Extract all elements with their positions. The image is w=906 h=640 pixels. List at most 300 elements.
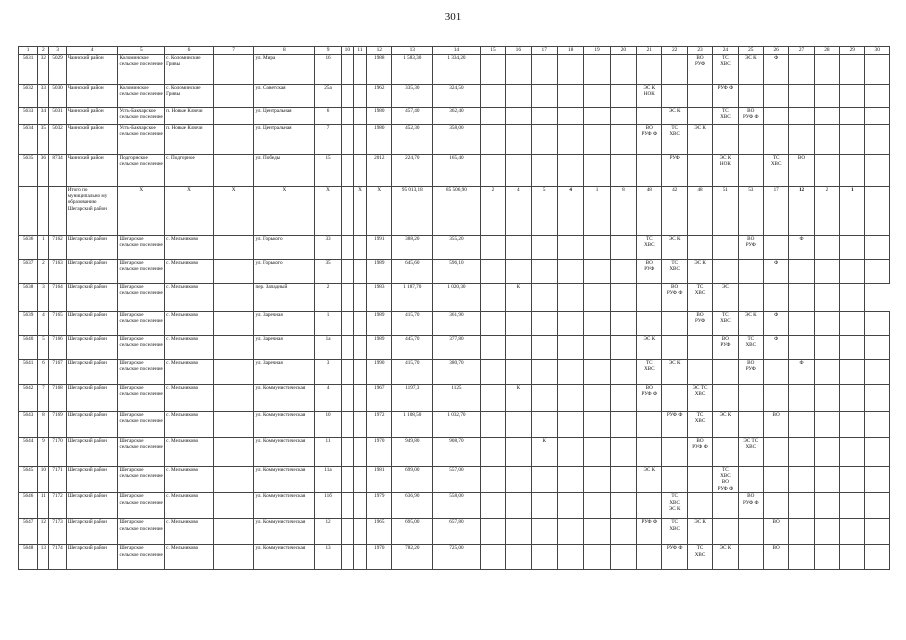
table-cell: 7167 (49, 359, 66, 384)
table-cell: 1989 (367, 335, 392, 359)
table-cell (763, 235, 788, 259)
table-cell (480, 335, 505, 359)
table-cell (763, 437, 788, 466)
table-cell (341, 384, 353, 411)
table-cell: 657,80 (433, 519, 481, 545)
table-cell: 908,70 (433, 437, 481, 466)
table-cell (353, 466, 366, 493)
table-cell: 10 (38, 466, 49, 493)
table-cell: ул. Центральная (254, 124, 315, 154)
table-cell (662, 84, 687, 107)
table-cell: 1980 (367, 107, 392, 124)
table-cell (506, 124, 531, 154)
table-cell (480, 283, 505, 311)
column-header: 26 (763, 47, 788, 55)
table-cell (610, 466, 636, 493)
table-cell: ВО (763, 519, 788, 545)
table-cell (865, 519, 890, 545)
table-cell: ул. Коммунистическая (254, 466, 315, 493)
table-cell (584, 259, 610, 283)
table-cell: ТС ХВС (662, 259, 687, 283)
table-cell: ТС ХВС (713, 311, 738, 335)
table-cell (557, 259, 583, 283)
table-cell: 5 (531, 186, 557, 235)
table-cell: ул. Заречная (254, 359, 315, 384)
header-row (19, 47, 890, 55)
table-cell (814, 335, 839, 359)
table-cell: с. Мельниково (165, 259, 214, 283)
column-header: 7 (213, 47, 254, 55)
table-cell (531, 359, 557, 384)
table-cell: 1 (840, 186, 865, 235)
table-cell (814, 84, 839, 107)
table-cell: 1989 (367, 311, 392, 335)
table-cell (531, 84, 557, 107)
table-cell: 445,70 (392, 335, 433, 359)
table-cell: 3 (315, 359, 341, 384)
table-cell: с. Коломинские Гривы (165, 84, 214, 107)
table-cell: Ф (763, 54, 788, 84)
table-cell (840, 311, 865, 335)
table-cell: ул. Коммунистическая (254, 519, 315, 545)
table-cell (637, 437, 662, 466)
table-cell (584, 466, 610, 493)
table-row (19, 384, 890, 411)
table-cell: 362,40 (433, 107, 481, 124)
table-cell (738, 519, 763, 545)
table-cell: 11 (315, 437, 341, 466)
table-cell: Шегарское сельское поселение (118, 411, 165, 437)
table-cell (557, 359, 583, 384)
table-cell: 5 (38, 335, 49, 359)
table-cell (506, 466, 531, 493)
table-cell: ЭС К (713, 545, 738, 570)
table-cell (353, 107, 366, 124)
table-cell (610, 259, 636, 283)
table-cell (341, 186, 353, 235)
table-cell: Чаинский район (66, 124, 118, 154)
table-cell: 12 (315, 519, 341, 545)
table-cell (840, 107, 865, 124)
table-cell: 782,20 (392, 545, 433, 570)
table-cell (814, 359, 839, 384)
table-cell (584, 84, 610, 107)
table-cell: РУФ Ф (713, 84, 738, 107)
table-cell (637, 493, 662, 519)
table-cell (789, 124, 814, 154)
table-cell (763, 359, 788, 384)
table-cell (763, 84, 788, 107)
table-row (19, 359, 890, 384)
table-cell (213, 107, 254, 124)
table-cell (662, 437, 687, 466)
table-cell (557, 519, 583, 545)
table-cell: Х (315, 186, 341, 235)
table-cell: Х (367, 186, 392, 235)
table-cell: Шегарское сельское поселение (118, 493, 165, 519)
table-cell: 1197,3 (392, 384, 433, 411)
table-cell (865, 107, 890, 124)
table-cell: ТС ХВС (738, 335, 763, 359)
table-cell (814, 384, 839, 411)
table-cell (213, 384, 254, 411)
table-cell: 6 (38, 359, 49, 384)
table-cell (865, 466, 890, 493)
table-cell: ул. Коммунистическая (254, 437, 315, 466)
table-cell (353, 154, 366, 186)
table-cell (480, 493, 505, 519)
table-cell (506, 311, 531, 335)
table-cell (763, 384, 788, 411)
table-cell: 5640 (19, 335, 38, 359)
table-cell (840, 54, 865, 84)
table-cell: Ф (763, 311, 788, 335)
table-cell (789, 545, 814, 570)
table-cell: Коломинское сельское поселение (118, 84, 165, 107)
table-cell (353, 493, 366, 519)
table-row (19, 466, 890, 493)
table-cell: 5031 (49, 107, 66, 124)
table-cell (840, 359, 865, 384)
table-cell (610, 437, 636, 466)
table-cell: 36 (38, 154, 49, 186)
table-cell: 1962 (367, 84, 392, 107)
table-cell: 13 (315, 545, 341, 570)
subtotal-row (19, 186, 890, 235)
table-cell: Чаинский район (66, 107, 118, 124)
table-cell: 7164 (49, 283, 66, 311)
table-cell (341, 235, 353, 259)
table-cell: 8734 (49, 154, 66, 186)
table-cell (213, 335, 254, 359)
table-cell: с. Подгорное (165, 154, 214, 186)
table-cell (353, 235, 366, 259)
table-cell (341, 493, 353, 519)
table-cell (584, 411, 610, 437)
table-cell: 596,10 (433, 259, 481, 283)
column-header: 3 (49, 47, 66, 55)
table-cell (610, 54, 636, 84)
table-cell: Коломинское сельское поселение (118, 54, 165, 84)
table-cell (213, 519, 254, 545)
table-cell (531, 384, 557, 411)
table-cell: ул. Коммунистическая (254, 493, 315, 519)
table-cell (506, 493, 531, 519)
table-cell (840, 235, 865, 259)
table-cell: Чаинский район (66, 84, 118, 107)
table-cell (213, 437, 254, 466)
table-cell (353, 124, 366, 154)
table-cell (213, 311, 254, 335)
table-cell (789, 311, 814, 335)
table-cell: ТС ХВС (713, 107, 738, 124)
table-cell: ЭС К (662, 107, 687, 124)
table-cell: Шегарское сельское поселение (118, 235, 165, 259)
table-cell: 5642 (19, 384, 38, 411)
table-cell (480, 235, 505, 259)
column-header: 8 (254, 47, 315, 55)
housing-register-table (18, 46, 890, 570)
table-cell: 5635 (19, 154, 38, 186)
table-cell: 7 (315, 124, 341, 154)
table-cell: 5641 (19, 359, 38, 384)
table-cell (506, 84, 531, 107)
table-cell: Шегарское сельское поселение (118, 259, 165, 283)
table-cell (840, 259, 865, 283)
column-header: 5 (118, 47, 165, 55)
table-cell: 355,20 (433, 235, 481, 259)
table-cell (480, 54, 505, 84)
table-cell (840, 283, 865, 311)
table-cell: 48 (637, 186, 662, 235)
table-cell: 33 (38, 84, 49, 107)
table-cell: Шегарский район (66, 359, 118, 384)
table-cell: Шегарский район (66, 283, 118, 311)
table-cell (662, 335, 687, 359)
table-cell (865, 154, 890, 186)
table-cell: 48 (687, 186, 712, 235)
table-cell: 4 (315, 384, 341, 411)
table-cell: 1979 (367, 493, 392, 519)
table-cell (341, 545, 353, 570)
table-cell: ЭС К (662, 359, 687, 384)
table-cell (584, 519, 610, 545)
table-row (19, 124, 890, 154)
table-cell (213, 545, 254, 570)
table-cell: 457,40 (392, 107, 433, 124)
table-cell: ул. Заречная (254, 311, 315, 335)
table-cell (865, 54, 890, 84)
column-header: 11 (353, 47, 366, 55)
table-cell: с. Мельниково (165, 466, 214, 493)
table-cell: 7166 (49, 335, 66, 359)
table-cell: п. Новые Ключи (165, 124, 214, 154)
table-cell (789, 493, 814, 519)
table-cell: с. Мельниково (165, 311, 214, 335)
table-cell: ТС ХВС (687, 545, 712, 570)
column-header: 17 (531, 47, 557, 55)
table-cell (713, 124, 738, 154)
table-cell (557, 545, 583, 570)
table-cell: ЭС ТС ХВС (687, 384, 712, 411)
table-cell: 1125 (433, 384, 481, 411)
table-cell: 4 (38, 311, 49, 335)
table-cell (341, 154, 353, 186)
table-cell (840, 411, 865, 437)
table-cell: ВО РУФ Ф (738, 493, 763, 519)
table-cell (789, 283, 814, 311)
table-cell: 11 (38, 493, 49, 519)
table-cell: 5636 (19, 235, 38, 259)
table-cell (814, 519, 839, 545)
table-cell (789, 335, 814, 359)
table-row (19, 411, 890, 437)
table-cell: 1983 (367, 283, 392, 311)
table-cell (865, 311, 890, 335)
table-cell (584, 359, 610, 384)
table-cell: с. Мельниково (165, 411, 214, 437)
table-cell (687, 84, 712, 107)
table-cell (506, 54, 531, 84)
table-cell (353, 54, 366, 84)
table-cell: 335,30 (392, 84, 433, 107)
table-cell (480, 359, 505, 384)
table-cell (814, 545, 839, 570)
column-header: 16 (506, 47, 531, 55)
table-cell: К (531, 437, 557, 466)
table-cell (637, 283, 662, 311)
table-cell (687, 154, 712, 186)
table-cell: ВО РУФ Ф (637, 124, 662, 154)
table-cell (584, 235, 610, 259)
table-cell (557, 335, 583, 359)
table-cell (213, 235, 254, 259)
table-cell (353, 359, 366, 384)
table-cell: Шегарский район (66, 259, 118, 283)
column-header: 22 (662, 47, 687, 55)
table-row (19, 84, 890, 107)
column-header: 18 (557, 47, 583, 55)
table-cell (213, 493, 254, 519)
table-cell (584, 493, 610, 519)
table-cell (865, 545, 890, 570)
table-cell: ул. Советская (254, 84, 315, 107)
table-cell (610, 124, 636, 154)
table-cell (506, 411, 531, 437)
table-cell (713, 519, 738, 545)
table-cell (531, 259, 557, 283)
table-cell: 1 (315, 311, 341, 335)
table-cell: 5645 (19, 466, 38, 493)
table-cell: Х (213, 186, 254, 235)
table-cell: Шегарский район (66, 335, 118, 359)
table-cell (840, 437, 865, 466)
table-cell (584, 335, 610, 359)
table-cell (557, 235, 583, 259)
table-cell (738, 466, 763, 493)
table-cell: 5631 (19, 54, 38, 84)
table-cell (341, 107, 353, 124)
table-cell: РУФ Ф (662, 411, 687, 437)
table-row (19, 283, 890, 311)
table-cell: ВО (789, 154, 814, 186)
table-cell (687, 235, 712, 259)
table-cell: ул. Горького (254, 259, 315, 283)
table-cell (713, 384, 738, 411)
table-cell: 34 (38, 107, 49, 124)
table-cell: Усть-Бакчарское сельское поселение (118, 107, 165, 124)
table-cell (341, 335, 353, 359)
table-cell (814, 235, 839, 259)
table-cell: 1981 (367, 466, 392, 493)
table-cell: ул. Горького (254, 235, 315, 259)
column-header: 25 (738, 47, 763, 55)
table-cell (814, 411, 839, 437)
table-cell (763, 124, 788, 154)
column-header: 9 (315, 47, 341, 55)
table-cell: Шегарское сельское поселение (118, 359, 165, 384)
table-cell: 1967 (367, 384, 392, 411)
table-cell: 2 (315, 283, 341, 311)
table-cell: 5644 (19, 437, 38, 466)
table-cell (610, 359, 636, 384)
table-cell (584, 124, 610, 154)
table-cell: Х (254, 186, 315, 235)
table-cell: 415,70 (392, 311, 433, 335)
table-cell (763, 107, 788, 124)
table-cell: 7162 (49, 235, 66, 259)
column-header: 27 (789, 47, 814, 55)
table-cell: 1965 (367, 519, 392, 545)
table-cell (38, 186, 49, 235)
table-cell (687, 107, 712, 124)
table-cell: ТС ХВС (662, 124, 687, 154)
table-cell: Шегарский район (66, 519, 118, 545)
table-cell (584, 283, 610, 311)
table-cell: 11б (315, 493, 341, 519)
table-cell (584, 437, 610, 466)
table-cell (341, 437, 353, 466)
table-cell (840, 384, 865, 411)
table-cell: ЭС К НОК (637, 84, 662, 107)
column-header: 20 (610, 47, 636, 55)
table-cell: 7 (38, 384, 49, 411)
table-cell (557, 311, 583, 335)
table-cell: Шегарское сельское поселение (118, 283, 165, 311)
table-cell: 8 (610, 186, 636, 235)
table-cell: ВО РУФ Ф (637, 384, 662, 411)
table-cell: 5639 (19, 311, 38, 335)
table-cell: ул. Коммунистическая (254, 384, 315, 411)
table-cell (506, 235, 531, 259)
table-cell: ЭС К (738, 54, 763, 84)
table-row (19, 493, 890, 519)
table-cell: РУФ Ф (637, 519, 662, 545)
table-cell (213, 466, 254, 493)
table-cell: пер. Западный (254, 283, 315, 311)
table-cell: Шегарское сельское поселение (118, 519, 165, 545)
table-cell (49, 186, 66, 235)
page-number: 301 (444, 11, 462, 23)
table-cell (213, 283, 254, 311)
table-cell: с. Мельниково (165, 283, 214, 311)
table-cell: 5032 (49, 124, 66, 154)
table-cell: Шегарский район (66, 437, 118, 466)
table-cell (662, 384, 687, 411)
table-cell: 5030 (49, 84, 66, 107)
table-cell: ВО РУФ (687, 311, 712, 335)
table-cell (789, 259, 814, 283)
table-cell (637, 154, 662, 186)
table-cell (610, 235, 636, 259)
table-cell (738, 283, 763, 311)
table-cell: 33 (315, 235, 341, 259)
table-cell: Ф (789, 235, 814, 259)
table-row (19, 335, 890, 359)
table-cell (353, 259, 366, 283)
table-cell (341, 466, 353, 493)
table-cell: 35 (38, 124, 49, 154)
table-cell: 16 (315, 54, 341, 84)
table-cell: 1991 (367, 235, 392, 259)
column-header: 2 (38, 47, 49, 55)
table-cell: 1972 (367, 411, 392, 437)
table-cell: 2 (480, 186, 505, 235)
table-cell: ул. Победы (254, 154, 315, 186)
table-cell: ул. Коммунистическая (254, 411, 315, 437)
table-cell (713, 359, 738, 384)
table-cell: 13 (38, 545, 49, 570)
